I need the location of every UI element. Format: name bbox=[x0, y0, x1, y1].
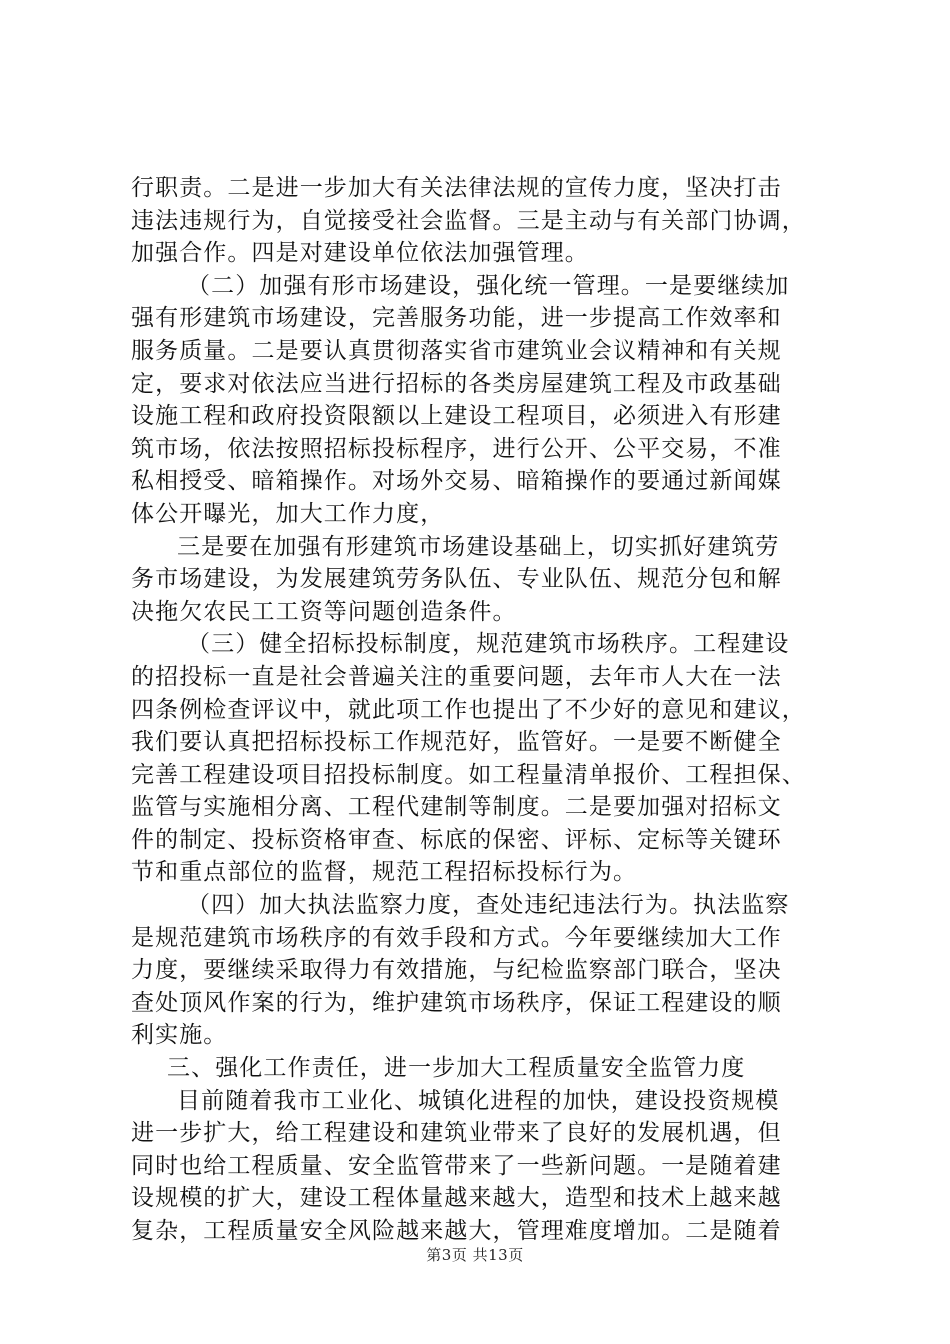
section-heading-line: （二）加强有形市场建设，强化统一管理。一是要继续加 bbox=[187, 272, 790, 299]
text-line: 利实施。 bbox=[131, 1022, 228, 1049]
text-line: 监管与实施相分离、工程代建制等制度。二是要加强对招标文 bbox=[131, 794, 782, 821]
text-line: 件的制定、投标资格审查、标底的保密、评标、定标等关键环 bbox=[131, 826, 782, 853]
text-line: 体公开曝光，加大工作力度， bbox=[131, 500, 445, 527]
text-line: 设规模的扩大，建设工程体量越来越大，造型和技术上越来越 bbox=[131, 1185, 782, 1212]
body-text bbox=[131, 172, 831, 1248]
text-line: 我们要认真把招标投标工作规范好，监管好。一是要不断健全 bbox=[131, 729, 782, 756]
text-line: 的招投标一直是社会普遍关注的重要问题，去年市人大在一法 bbox=[131, 663, 782, 690]
text-line: 查处顶风作案的行为，维护建筑市场秩序，保证工程建设的顺 bbox=[131, 989, 782, 1016]
page-number-label: 第3页 共13页 bbox=[426, 1246, 524, 1264]
text-line: 加强合作。四是对建设单位依法加强管理。 bbox=[131, 240, 589, 267]
text-line: 行职责。二是进一步加大有关法律法规的宣传力度，坚决打击 bbox=[131, 175, 782, 201]
text-line: 节和重点部位的监督，规范工程招标投标行为。 bbox=[131, 859, 638, 886]
paragraph-start-line: 目前随着我市工业化、城镇化进程的加快，建设投资规模 bbox=[177, 1087, 780, 1114]
text-line: 是规范建筑市场秩序的有效手段和方式。今年要继续加大工作 bbox=[131, 924, 782, 951]
chapter-heading-line: 三、强化工作责任，进一步加大工程质量安全监管力度 bbox=[167, 1055, 746, 1082]
text-line: 四条例检查评议中，就此项工作也提出了不少好的意见和建议， bbox=[131, 696, 806, 723]
text-line: 违法违规行为，自觉接受社会监督。三是主动与有关部门协调， bbox=[131, 207, 806, 234]
text-line: 复杂，工程质量安全风险越来越大，管理难度增加。二是随着 bbox=[131, 1218, 782, 1244]
text-line: 进一步扩大，给工程建设和建筑业带来了良好的发展机遇，但 bbox=[131, 1120, 782, 1147]
text-line: 务市场建设，为发展建筑劳务队伍、专业队伍、规范分包和解 bbox=[131, 566, 782, 593]
text-line: 决拖欠农民工工资等问题创造条件。 bbox=[131, 598, 517, 625]
text-line: 强有形建筑市场建设，完善服务功能，进一步提高工作效率和 bbox=[131, 305, 782, 332]
paragraph-start-line: 三是要在加强有形建筑市场建设基础上，切实抓好建筑劳 bbox=[177, 533, 780, 560]
text-line: 设施工程和政府投资限额以上建设工程项目，必须进入有形建 bbox=[131, 403, 782, 430]
section-heading-line: （三）健全招标投标制度，规范建筑市场秩序。工程建设 bbox=[187, 631, 790, 658]
text-line: 服务质量。二是要认真贯彻落实省市建筑业会议精神和有关规 bbox=[131, 337, 782, 364]
section-heading-line: （四）加大执法监察力度，查处违纪违法行为。执法监察 bbox=[187, 892, 790, 919]
page-footer bbox=[0, 1244, 950, 1265]
text-line: 定，要求对依法应当进行招标的各类房屋建筑工程及市政基础 bbox=[131, 370, 782, 397]
text-line: 私相授受、暗箱操作。对场外交易、暗箱操作的要通过新闻媒 bbox=[131, 468, 782, 495]
text-line: 筑市场，依法按照招标投标程序，进行公开、公平交易，不准 bbox=[131, 435, 782, 462]
text-line: 完善工程建设项目招投标制度。如工程量清单报价、工程担保、 bbox=[131, 761, 806, 788]
text-line: 力度，要继续采取得力有效措施，与纪检监察部门联合，坚决 bbox=[131, 957, 782, 984]
text-line: 同时也给工程质量、安全监管带来了一些新问题。一是随着建 bbox=[131, 1152, 782, 1179]
